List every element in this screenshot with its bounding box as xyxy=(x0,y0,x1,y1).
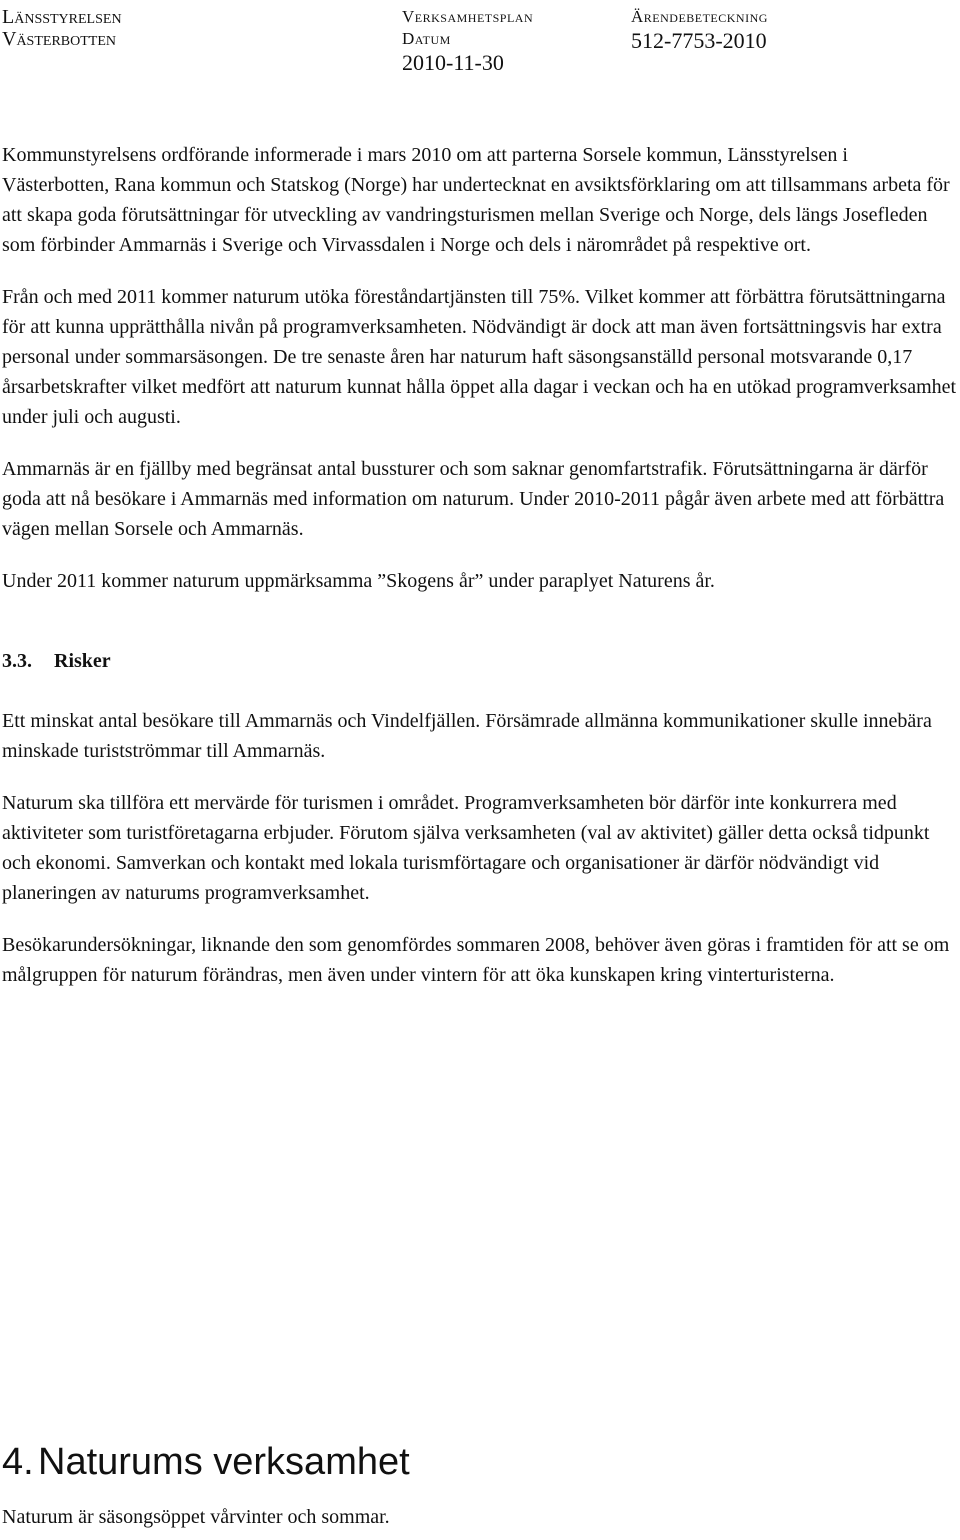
section-title: Risker xyxy=(54,650,111,672)
doc-type-label: Verksamhetsplan xyxy=(402,7,534,26)
date-label: Datum xyxy=(402,29,451,48)
org-name-line2: Västerbotten xyxy=(2,28,116,50)
section-number: 3.3. xyxy=(2,650,32,672)
reference-value: 512-7753-2010 xyxy=(631,28,767,53)
paragraph-risk-besokarundersokning: Besökarundersökningar, liknande den som genomfördes sommaren 2008, behöver även göras i framtiden för att se om målgruppen för naturum förändras, men även under vintern för att öka kunskapen kring vinterturisterna. xyxy=(2,934,950,986)
org-name-line1: Länsstyrelsen xyxy=(2,6,122,28)
document-header xyxy=(0,0,960,80)
chapter-title: Naturums verksamhet xyxy=(38,1441,410,1483)
document-body xyxy=(2,140,958,1528)
paragraph-risk-besokare: Ett minskat antal besökare till Ammarnäs och Vindelfjällen. Försämrade allmänna kommunikationer skulle innebära minskade turistströmmar till Ammarnäs. xyxy=(2,710,932,762)
chapter-number: 4. xyxy=(2,1441,34,1483)
organization-block xyxy=(2,6,122,50)
doc-type-block xyxy=(402,6,533,76)
paragraph-avsiktsforklaring: Kommunstyrelsens ordförande informerade i mars 2010 om att parterna Sorsele kommun, Länsstyrelsen i Västerbotten, Rana kommun och Statskog (Norge) har undertecknat en avsiktsförklaring om att tillsammans arbeta för att skapa goda förutsättningar för utveckling av vandringsturismen mellan Sverige och Norge, dels längs Josefleden som förbinder Ammarnäs i Sverige och Virvassdalen i Norge och dels i närområdet på respektive ort. xyxy=(2,144,950,256)
paragraph-forestandartjanst: Från och med 2011 kommer naturum utöka föreståndartjänsten till 75%. Vilket kommer att förbättra förutsättningarna för att kunna upprätthålla nivån på programverksamheten. Nödvändigt är dock att man även fortsättningsvis har extra personal under sommarsäsongen. De tre senaste åren har naturum haft säsongsanställd personal motsvarande 0,17 årsarbetskrafter vilket medfört att naturum kunnat hålla öppet alla dagar i veckan och ha en utökad programverksamhet under juli och augusti. xyxy=(2,286,957,428)
date-value: 2010-11-30 xyxy=(402,50,504,75)
reference-label: Ärendebeteckning xyxy=(631,7,768,26)
paragraph-risk-mervarde: Naturum ska tillföra ett mervärde för turismen i området. Programverksamheten bör därför inte konkurrera med aktiviteter som turistföretagarna erbjuder. Förutom själva verksamheten (val av aktivitet) gäller detta också tidpunkt och ekonomi. Samverkan och kontakt med lokala turismförtagare och organisationer är därför nödvändigt vid planeringen av naturums programverksamhet. xyxy=(2,792,930,904)
paragraph-skogens-ar: Under 2011 kommer naturum uppmärksamma ”Skogens år” under paraplyet Naturens år. xyxy=(2,570,715,592)
paragraph-ammarnas: Ammarnäs är en fjällby med begränsat antal bussturer och som saknar genomfartstrafik. Förutsättningarna är därför goda att nå besökare i Ammarnäs med information om naturum. Under 2010-2011 pågår även arbete med att förbättra vägen mellan Sorsele och Ammarnäs. xyxy=(2,458,945,540)
reference-block xyxy=(631,6,768,54)
paragraph-sasongsoppet: Naturum är säsongsöppet vårvinter och sommar. xyxy=(2,1506,390,1528)
chapter-heading-naturums-verksamhet xyxy=(2,1440,410,1484)
section-heading-risker xyxy=(2,646,958,676)
